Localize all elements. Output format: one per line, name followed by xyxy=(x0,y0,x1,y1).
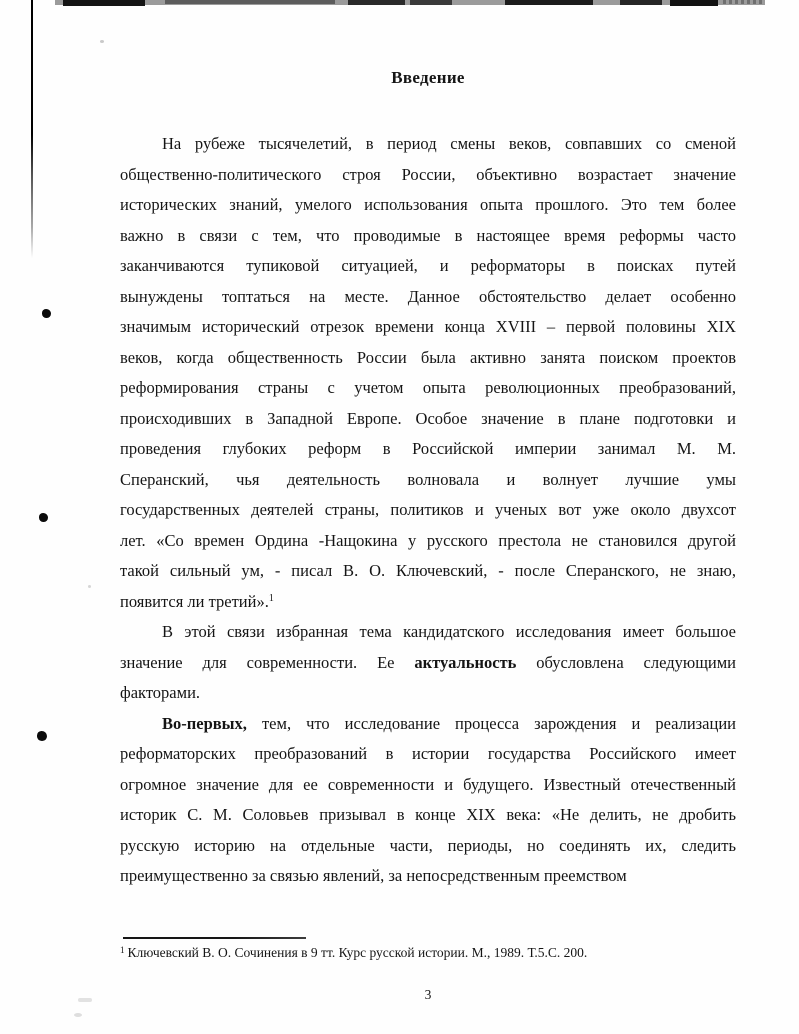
text-line xyxy=(120,160,736,191)
text-line xyxy=(120,526,736,557)
text-line xyxy=(120,282,736,313)
text-line xyxy=(120,495,736,526)
text-segment: русскую историю на отдельные части, периоды, но соединять их, следить xyxy=(120,835,736,855)
page-number: 3 xyxy=(424,987,432,1002)
text-segment: На рубеже тысячелетий, в период смены веков, совпавших со сменой xyxy=(162,134,736,153)
footnote xyxy=(120,944,760,962)
text-segment: лет. «Со времен Ордина -Нащокина у русского престола не становился другой xyxy=(120,530,736,550)
text-segment: огромное значение для ее современности и будущего. Известный отечественный xyxy=(120,774,736,794)
margin-dot xyxy=(42,309,51,318)
text-segment: заканчиваются тупиковой ситуацией, и реформаторы в поисках путей xyxy=(120,256,736,275)
text-line xyxy=(120,373,736,404)
scan-artifact-segment xyxy=(348,0,405,5)
scan-artifact-segment xyxy=(165,0,335,4)
text-segment: значение для современности. Ее xyxy=(120,652,415,672)
text-line xyxy=(120,831,736,862)
scan-speck xyxy=(78,998,92,1002)
text-line xyxy=(120,739,736,770)
text-line xyxy=(120,587,736,618)
text-segment: значимым исторический отрезок времени конца XVIII – первой половины XIX xyxy=(120,317,736,336)
text-line xyxy=(120,221,736,252)
text-segment: происходивших в Западной Европе. Особое значение в плане подготовки и xyxy=(120,408,736,428)
text-segment: появится ли третий». xyxy=(120,591,269,611)
footnote-reference: 1 xyxy=(268,592,274,604)
text-segment: государственных деятелей страны, политиков и ученых вот уже около двухсот xyxy=(120,500,736,519)
text-line xyxy=(120,861,736,892)
scan-artifact-segment xyxy=(505,0,593,5)
scan-speck xyxy=(88,585,91,588)
text-line xyxy=(120,800,736,831)
text-segment: Сперанский, чья деятельность волновала и волнует лучшие умы xyxy=(120,469,736,489)
text-line xyxy=(120,129,736,160)
text-segment: реформаторских преобразований в истории государства Российского имеет xyxy=(120,744,736,763)
scan-artifact-top-band xyxy=(55,0,765,5)
text-segment: такой сильный ум, - писал В. О. Ключевский, - после Сперанского, не знаю, xyxy=(120,561,736,580)
text-segment: веков, когда общественность России была активно занята поиском проектов xyxy=(120,347,736,367)
text-segment: обусловлена следующими xyxy=(516,652,736,672)
text-segment: актуальность xyxy=(414,652,517,672)
text-line xyxy=(120,190,736,221)
scan-speck xyxy=(100,40,104,43)
margin-dot xyxy=(37,731,47,741)
text-segment: исторических знаний, умелого использования опыта прошлого. Это тем более xyxy=(120,195,736,214)
body-text xyxy=(120,129,736,892)
text-segment: преимущественно за связью явлений, за непосредственным преемством xyxy=(120,866,627,885)
text-line xyxy=(120,343,736,374)
text-line xyxy=(120,556,736,587)
text-segment: В этой связи избранная тема кандидатского исследования имеет большое xyxy=(162,622,736,641)
scan-artifact-segment xyxy=(620,0,662,5)
text-line xyxy=(120,709,736,740)
text-line xyxy=(120,312,736,343)
scan-artifact-segment xyxy=(63,0,145,6)
footnote-text: Ключевский В. О. Сочинения в 9 тт. Курс русской истории. М., 1989. Т.5.С. 200. xyxy=(127,945,588,960)
text-segment: проведения глубоких реформ в Российской империи занимал М. М. xyxy=(120,439,736,458)
text-segment: Во-первых, xyxy=(162,713,247,733)
scan-edge-line xyxy=(31,0,33,258)
text-segment: факторами. xyxy=(120,683,201,702)
page-title: Введение xyxy=(391,68,465,87)
text-line xyxy=(120,617,736,648)
text-segment: важно в связи с тем, что проводимые в настоящее время реформы часто xyxy=(120,225,736,245)
text-segment: историк С. М. Соловьев призывал в конце XIX века: «Не делить, не дробить xyxy=(120,805,736,824)
text-line xyxy=(120,770,736,801)
text-segment: вынуждены топтаться на месте. Данное обстоятельство делает особенно xyxy=(120,286,736,306)
scan-speck xyxy=(74,1013,82,1017)
margin-dot xyxy=(39,513,48,522)
text-line xyxy=(120,404,736,435)
scan-artifact-speckles xyxy=(723,0,765,4)
text-line xyxy=(120,434,736,465)
text-line xyxy=(120,648,736,679)
scan-artifact-segment xyxy=(410,0,452,5)
text-line xyxy=(120,465,736,496)
text-line xyxy=(120,251,736,282)
text-segment: реформирования страны с учетом опыта революционных преобразований, xyxy=(120,378,736,397)
footnote-marker: 1 xyxy=(120,945,125,955)
text-segment: тем, что исследование процесса зарождения и реализации xyxy=(246,713,736,733)
text-line xyxy=(120,678,736,709)
text-segment: общественно-политического строя России, объективно возрастает значение xyxy=(120,164,736,184)
scan-artifact-segment xyxy=(670,0,718,6)
footnote-rule xyxy=(123,937,306,939)
